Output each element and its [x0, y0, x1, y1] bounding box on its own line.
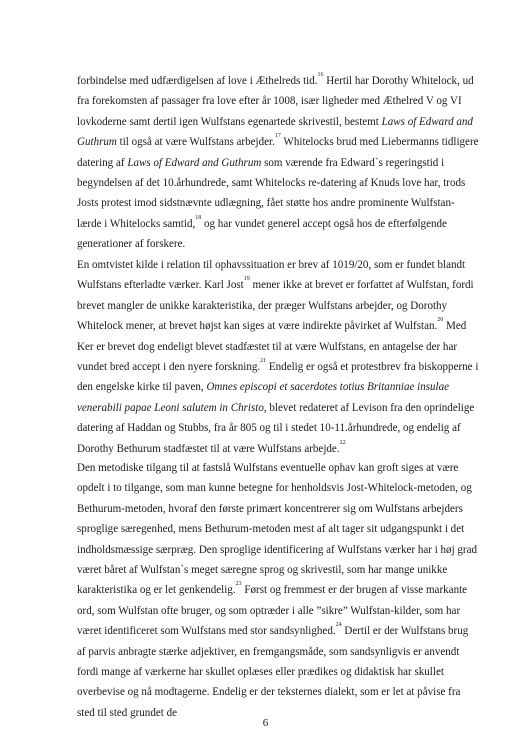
text-run: Med Ker er brevet dog endeligt blevet stadfæstet til at være Wulfstans, en antagelse der har vundet bred accept i den nyere forskning.: [77, 320, 467, 374]
italic-title: Laws of Edward and Guthrum: [127, 156, 262, 169]
footnote-marker: 19: [243, 276, 250, 283]
footnote-marker: 23: [235, 581, 242, 588]
paragraph-3: [77, 458, 479, 723]
text-run: Først og fremmest er der brugen af visse markante ord, som Wulfstan ofte bruger, og som optræder i alle ”sikre” Wulfstan-kilder, som har været identificeret som Wulfstans med stor sandsynlighed.: [77, 584, 468, 638]
footnote-marker: 22: [339, 439, 346, 446]
footnote-marker: 18: [195, 214, 202, 221]
footnote-marker: 20: [437, 317, 444, 324]
page-number: 6: [262, 717, 269, 729]
footnote-marker: 16: [317, 72, 324, 78]
text-run: , blevet redateret af Levison fra den oprindelige datering af Haddan og Stubbs, fra år 805 og til i stedet 10-11.århundrede, og endelig af Dorothy Bethurum stadfæstet til at være Wulfstans arbejde.: [77, 401, 475, 455]
footnote-marker: 24: [335, 622, 342, 629]
text-run: Den metodiske tilgang til at fastslå Wulfstans eventuelle ophav kan groft siges at være opdelt i to tilgange, som man kunne betegne for henholdsvis Jost-Whitelock-metoden, og Bethurum-metoden, hvoraf den første primært koncentrerer sig om Wulfstans arbejders sproglige særegenhed, mens Bethurum-metoden mest af alt tager sit udgangspunkt i det indholdsmæssige særpræg. Den sproglige identificering af Wulfstans værker har i høj grad været båret af Wulfstan`s meget særegne sprog og skrivestil, som har mange unikke karakteristika og er let genkendelig.: [77, 462, 478, 597]
text-run: Dertil er der Wulfstans brug af parvis anbragte stærke adjektiver, en fremgangsmåde, som sandsynligvis er anvendt fordi mange af værkerne har skullet oplæses eller prædikes og didaktisk har skullet overbevise og nå modtagerne. Endelig er der teksternes dialekt, som er let at påvise fra sted til sted grundet de: [77, 625, 469, 719]
text-run: og har vundet generel accept også hos de efterfølgende generationer af forskere.: [77, 217, 447, 251]
footnote-marker: 21: [260, 358, 267, 365]
paragraph-1: [77, 71, 479, 255]
text-run: som værende fra Edward`s regeringstid i begyndelsen af det 10.århundrede, samt Whitelocks re-datering af Knuds love har, trods Josts protest imod sidstnævnte udlægning, fået støtte hos andre prominente Wulfstan-lærde i Whitelocks samtid,: [77, 156, 466, 230]
paragraph-2: [77, 255, 479, 459]
text-run: mener ikke at brevet er forfattet af Wulfstan, fordi brevet mangler de unikke karakteristika, der præger Wulfstans arbejder, og Dorothy Whitelock mener, at brevet højst kan siges at være indirekte påvirket af Wulfstan.: [77, 279, 474, 333]
italic-title: Laws of Edward and Guthrum: [77, 115, 473, 149]
text-run: Hertil har Dorothy Whitelock, ud fra forekomsten af passager fra love efter år 1008, især ligheder med Æthelred V og VI lovkoderne samt dertil igen Wulfstans egenartede skrivestil, bestemt: [77, 75, 474, 128]
italic-title: Omnes episcopi et sacerdotes totius Britanniae insulae venerabili papae Leoni salutem in Christo: [77, 381, 450, 414]
text-run: til også at være Wulfstans arbejder.: [116, 136, 275, 149]
text-run: forbindelse med udfærdigelsen af love i Æthelreds tid.: [77, 75, 318, 87]
text-run: En omtvistet kilde i relation til ophavssituation er brev af 1019/20, som er fundet blandt Wulfstans efterladte værker. Karl Jost: [77, 259, 466, 292]
text-run: Endelig er også et protestbrev fra biskopperne i den engelske kirke til paven,: [77, 361, 479, 394]
footnote-marker: 17: [274, 133, 281, 140]
text-run: Whitelocks brud med Liebermanns tidligere datering af: [77, 136, 479, 169]
